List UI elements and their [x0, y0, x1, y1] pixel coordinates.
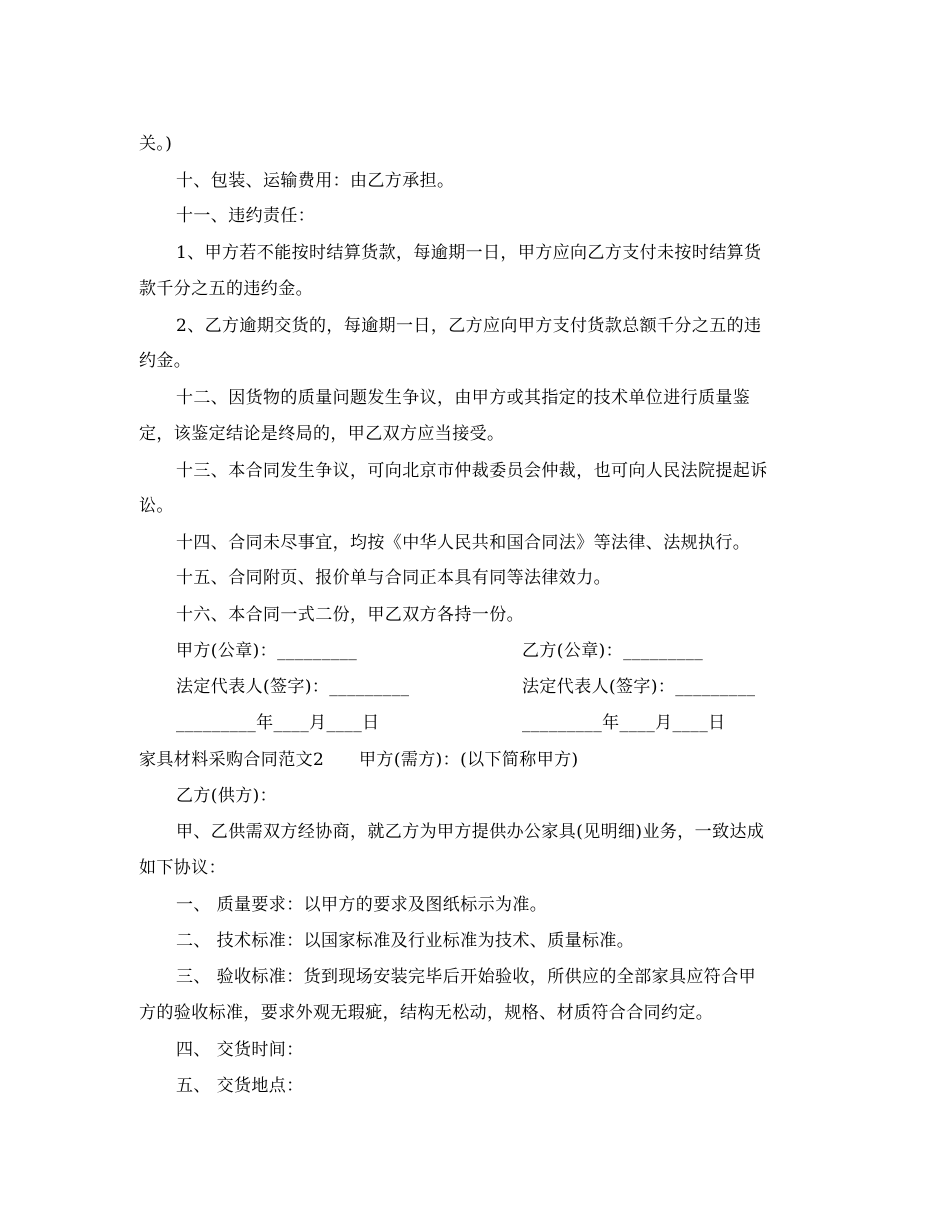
section2-supplier: 乙方(供方)：	[176, 786, 278, 806]
section2-item-3-line-2: 方的验收标准，要求外观无瑕疵，结构无松动，规格、材质符合合同约定。	[139, 1003, 714, 1023]
clause-11-heading: 十一、违约责任：	[176, 206, 316, 226]
clause-13-line-2: 讼。	[139, 496, 174, 516]
party-a-seal: 甲方(公章)：_________	[176, 641, 358, 661]
clause-11-item-1-line-2: 款千分之五的违约金。	[139, 279, 313, 299]
party-b-date: _________年____月____日	[522, 713, 726, 733]
section2-intro-line-2: 如下协议：	[139, 858, 226, 878]
clause-12-line-1: 十二、因货物的质量问题发生争议，由甲方或其指定的技术单位进行质量鉴	[176, 388, 751, 408]
party-a-representative: 法定代表人(签字)：_________	[176, 677, 410, 697]
clause-10: 十、包装、运输费用：由乙方承担。	[176, 171, 455, 191]
clause-15: 十五、合同附页、报价单与合同正本具有同等法律效力。	[176, 568, 611, 588]
section2-item-5: 五、 交货地点：	[176, 1076, 304, 1096]
section2-item-2: 二、 技术标准：以国家标准及行业标准为技术、质量标准。	[176, 931, 635, 951]
paragraph-text: 关。)	[139, 134, 173, 154]
clause-11-item-1-line-1: 1、甲方若不能按时结算货款，每逾期一日，甲方应向乙方支付未按时结算货	[176, 243, 762, 263]
section2-title: 家具材料采购合同范文2 甲方(需方)：(以下简称甲方)	[139, 750, 579, 770]
clause-16: 十六、本合同一式二份，甲乙双方各持一份。	[176, 605, 524, 625]
party-b-representative: 法定代表人(签字)：_________	[522, 677, 756, 697]
clause-14: 十四、合同未尽事宜，均按《中华人民共和国合同法》等法律、法规执行。	[176, 533, 751, 553]
clause-12-line-2: 定，该鉴定结论是终局的，甲乙双方应当接受。	[139, 424, 505, 444]
party-b-seal: 乙方(公章)：_________	[522, 641, 704, 661]
section2-item-1: 一、 质量要求：以甲方的要求及图纸标示为准。	[176, 895, 548, 915]
clause-11-item-2-line-2: 约金。	[139, 351, 192, 371]
party-a-date: _________年____月____日	[176, 713, 380, 733]
section2-item-4: 四、 交货时间：	[176, 1040, 304, 1060]
clause-13-line-1: 十三、本合同发生争议，可向北京市仲裁委员会仲裁，也可向人民法院提起诉	[176, 461, 768, 481]
section2-intro-line-1: 甲、乙供需双方经协商，就乙方为甲方提供办公家具(见明细)业务，一致达成	[176, 822, 765, 842]
section2-item-3-line-1: 三、 验收标准：货到现场安装完毕后开始验收，所供应的全部家具应符合甲	[176, 967, 757, 987]
clause-11-item-2-line-1: 2、乙方逾期交货的，每逾期一日，乙方应向甲方支付货款总额千分之五的违	[176, 316, 762, 336]
